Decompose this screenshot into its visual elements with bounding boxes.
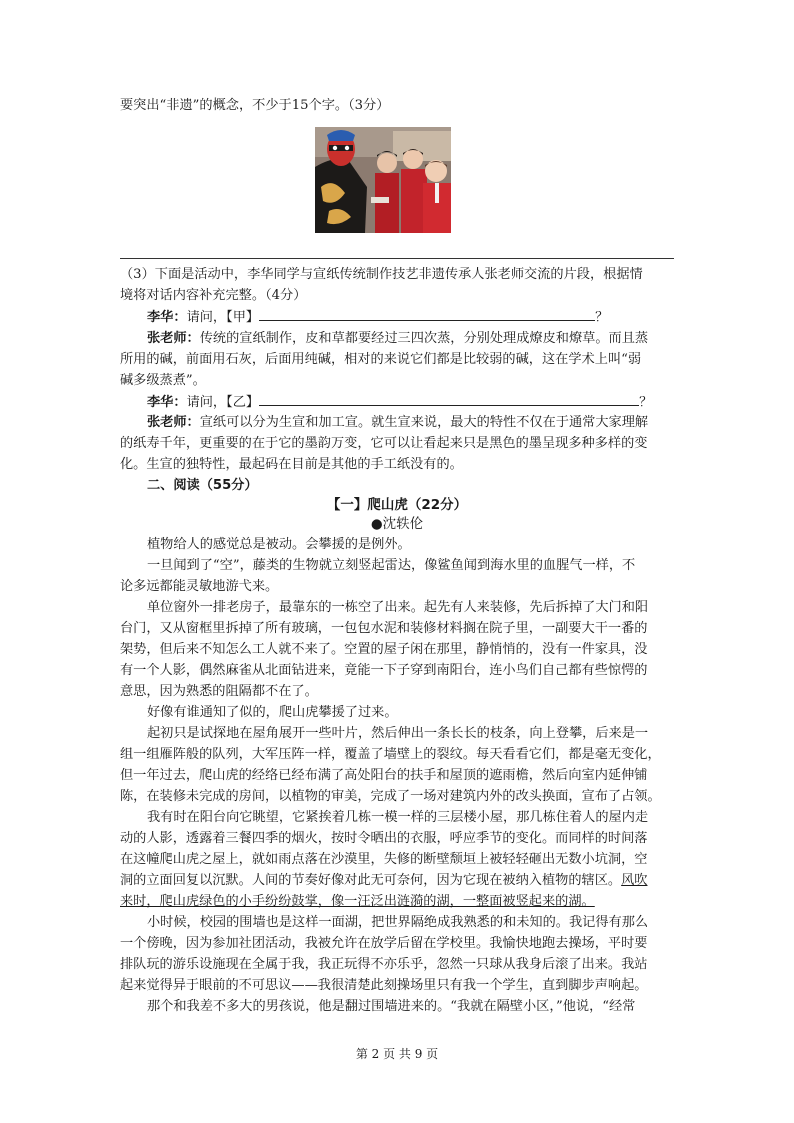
speaker-zhang: 张老师：	[147, 331, 200, 346]
paragraph-5-line-4: 陈，在装修未完成的房间，以植物的审美，完成了一场对建筑内外的改头换面，宣布了占领。	[120, 789, 661, 804]
underlined-sentence: 来时，爬山虎绿色的小手纷纷鼓掌，像一汪泛出涟漪的湖，一整面被竖起来的湖。	[120, 894, 595, 909]
paragraph-7-line-3: 排队玩的游乐设施现在全属于我，我正玩得不亦乐乎，忽然一只球从我身后滚了出来。我站	[120, 957, 648, 972]
paragraph-8-line-1: 那个和我差不多大的男孩说，他是翻过围墙进来的。“我就在隔壁小区，”他说，“经常	[147, 999, 636, 1014]
dialog-lihua-2	[147, 393, 652, 412]
answer-rule	[120, 258, 674, 259]
paragraph-3-line-1: 单位窗外一排老房子，最靠东的一栋空了出来。起先有人来装修，先后拆掉了大门和阳	[147, 600, 649, 615]
question-mark: ？	[639, 395, 653, 410]
answer-blank-yi[interactable]	[259, 393, 639, 406]
opera-face-mask-photo-icon	[315, 127, 451, 233]
paragraph-1: 植物给人的感觉总是被动。会攀援的是例外。	[147, 537, 411, 552]
speaker-lihua: 李华：	[147, 395, 187, 410]
paragraph-2-line-1: 一旦闻到了“空”，藤类的生物就立刻竖起雷达，像鲨鱼闻到海水里的血腥气一样，不	[147, 558, 636, 573]
paragraph-4: 好像有谁通知了似的，爬山虎攀援了过来。	[147, 705, 398, 720]
dialog-zhang-1-line-2: 所用的碱，前面用石灰，后面用纯碱，相对的来说它们都是比较弱的碱，这在学术上叫“弱	[120, 352, 642, 367]
paragraph-5-line-3: 但一年过去，爬山虎的经络已经布满了高处阳台的扶手和屋顶的遮雨檐，然后向室内延伸铺	[120, 768, 648, 783]
page-footer: 第 2 页 共 9 页	[355, 1047, 439, 1061]
dialog-text: 请问，【乙】	[186, 395, 260, 410]
question-mark: ？	[595, 310, 609, 325]
dialog-zhang-2-line-2: 的纸寿千年，更重要的在于它的墨韵万变，它可以让看起来只是黑色的墨呈现多种多样的变	[120, 436, 648, 451]
speaker-lihua: 李华：	[147, 310, 187, 325]
paragraph-7-line-2: 一个傍晚，因为参加社团活动，我被允许在放学后留在学校里。我愉快地跑去操场，平时要	[120, 936, 648, 951]
paragraph-6-line-4	[120, 872, 648, 890]
question-3-line-1: （3）下面是活动中，李华同学与宣纸传统制作技艺非遗传承人张老师交流的片段，根据情	[120, 267, 643, 282]
paragraph-7-line-1: 小时候，校园的围墙也是这样一面湖，把世界隔绝成我熟悉的和未知的。我记得有那么	[147, 915, 649, 930]
paragraph-3-line-4: 有一个人影，偶然麻雀从北面钻进来，竟能一下子穿到南阳台，连小鸟们自己都有些惊愕的	[120, 663, 648, 678]
paragraph-3-line-3: 架势，但后来不知怎么工人就不来了。空置的屋子闲在那里，静悄悄的，没有一件家具，没	[120, 642, 648, 657]
answer-blank-jia[interactable]	[259, 308, 595, 321]
section-heading-reading: 二、阅读（55分）	[147, 478, 258, 493]
paragraph-6-line-1: 我有时在阳台向它眺望，它紧挨着几栋一模一样的三层楼小屋，那几栋住着人的屋内走	[147, 810, 649, 825]
article-title: 【一】爬山虎（22分）	[326, 497, 468, 513]
paragraph-6-line-2: 动的人影，透露着三餐四季的烟火，按时令晒出的衣服，呼应季节的变化。而同样的时间落	[120, 831, 648, 846]
paragraph-3-line-2: 台门，又从窗框里拆掉了所有玻璃，一包包水泥和装修材料搁在院子里，一副要大干一番的	[120, 621, 648, 636]
paragraph-text: 洞的立面回复以沉默。人间的节奏好像对此无可奈何，因为它现在被纳入植物的辖区。	[120, 873, 622, 888]
dialog-text: 宣纸可以分为生宣和加工宣。就生宣来说，最大的特性不仅在于通常大家理解	[199, 415, 649, 430]
underlined-sentence-start: 风吹	[621, 873, 648, 888]
dialog-zhang-1-line-3: 碱多级蒸煮”。	[120, 373, 206, 388]
paragraph-6-line-3: 在这幢爬山虎之屋上，就如雨点落在沙漠里，失修的断壁颓垣上被轻轻砸出无数小坑洞，空	[120, 852, 648, 867]
dialog-zhang-1-line-1	[147, 330, 648, 348]
dialog-lihua-1	[147, 308, 608, 327]
article-author: ●沈轶伦	[370, 516, 424, 532]
paragraph-5-line-1: 起初只是试探地在屋角展开一些叶片，然后伸出一条长长的枝条，向上登攀，后来是一	[147, 726, 649, 741]
speaker-zhang: 张老师：	[147, 415, 200, 430]
dialog-zhang-2-line-1	[147, 414, 648, 432]
instruction-line: 要突出“非遗”的概念，不少于15个字。（3分）	[120, 98, 390, 113]
paragraph-2-line-2: 论多远都能灵敏地游弋来。	[120, 579, 279, 594]
paragraph-7-line-4: 起来觉得异于眼前的不可思议——我很清楚此刻操场里只有我一个学生，直到脚步声响起。	[120, 978, 648, 993]
dialog-text: 请问，【甲】	[186, 310, 260, 325]
paragraph-5-line-2: 组一组雁阵般的队列，大军压阵一样，覆盖了墙壁上的裂纹。每天看看它们，都是毫无变化，	[120, 747, 661, 762]
paragraph-3-line-5: 意思，因为熟悉的阻隔都不在了。	[120, 684, 318, 699]
dialog-text: 传统的宣纸制作，皮和草都要经过三四次蒸，分别处理成燎皮和燎草。而且蒸	[199, 331, 649, 346]
question-3-line-2: 境将对话内容补充完整。（4分）	[120, 288, 307, 303]
dialog-zhang-2-line-3: 化。生宣的独特性，最起码在目前是其他的手工纸没有的。	[120, 457, 463, 472]
